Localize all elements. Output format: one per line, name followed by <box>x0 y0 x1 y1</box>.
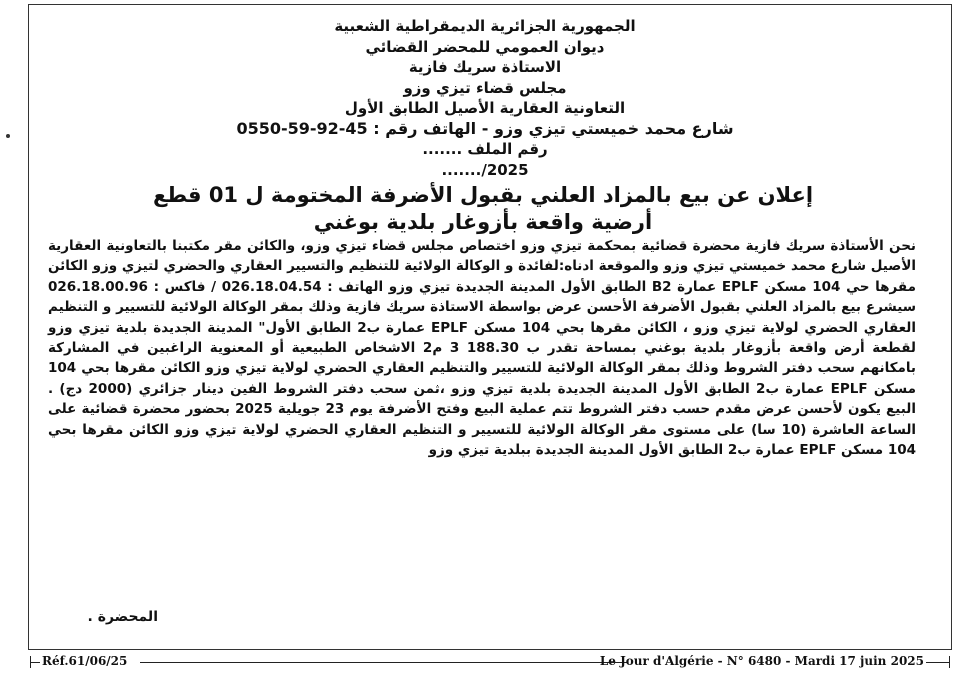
footer <box>28 652 952 674</box>
footer-left-rule-start <box>30 662 40 663</box>
announcement-body <box>48 236 916 460</box>
footer-publication: Le Jour d'Algérie - N° 6480 - Mardi 17 juin 2025 <box>599 654 924 668</box>
header-block <box>60 16 910 180</box>
title-line-2: أرضية واقعة بأزوغار بلدية بوغني <box>313 210 653 234</box>
header-bailiff-name: الاستاذة سريك فازية <box>408 58 562 76</box>
footer-right-rule <box>926 662 950 663</box>
header-country: الجمهورية الجزائرية الديمقراطية الشعبية <box>334 17 636 35</box>
header-address-phone: شارع محمد خميستي تيزي وزو - الهاتف رقم : 45-92-59-0550 <box>236 118 734 138</box>
signature: المحضرة . <box>87 609 158 625</box>
body-paragraph: نحن الأستاذة سريك فازية محضرة قضائية بمحكمة تيزي وزو اختصاص مجلس قضاء تيزي وزو، والكائن مقر مكتبنا بالتعاونية العقارية الأصيل شارع محمد خميستي تيزي وزو والموقعة ادناه:لفائدة و الوكالة الولائية للتنظيم والتسيير العقاري والحضري لتيزي وزو الكائن مقرها حي 104 مسكن EPLF عمارة B2 الطابق الأول المدينة الجديدة تيزي وزو الهاتف : 026.18.04.54 / فاكس : 026.18.00.96 سيشرع بيع بالمزاد العلني بقبول الأضرفة الأحسن عرض بواسطة الاستاذة سريك فازية وذلك بمقر الوكالة الولائية للتسيير و التنظيم العقاري الحضري لولاية تيزي وزو ، الكائن مقرها بحي 104 مسكن EPLF عمارة ب2 الطابق الأول" المدينة الجديدة بلدية تيزي وزو لقطعة أرض واقعة بأزوغار بلدية بوغني بمساحة تقدر ب 188.30 3 م2 الاشخاص الطبيعية أو المعنوية الراغبين في المشاركة بامكانهم سحب دفتر الشروط وذلك بمقر الوكالة الولائية للتسيير والتنظيم العقاري الحضري لولاية تيزي وزو الكائن مقرها بحي 104 مسكن EPLF عمارة ب2 الطابق الأول المدينة الجديدة بلدية تيزي وزو ،ثمن سحب دفتر الشروط الفين دينار جزائري (2000 دج) . البيع يكون لأحسن عرض مقدم حسب دفتر الشروط تتم عملية البيع وفتح الأضرفة يوم 23 جويلية 2025 بحضور محضرة قضائية على الساعة العاشرة (10 سا) على مستوى مقر الوكالة الولائية للتسيير و التنظيم العقاري الحضري لولاية تيزي وزو الكائن مقرها بحي 104 مسكن EPLF عمارة ب2 الطابق الأول المدينة الجديدة ببلدية تيزي وزو <box>48 238 917 459</box>
header-file-number-label: رقم الملف ....... <box>422 140 548 158</box>
footer-middle-rule <box>140 662 628 663</box>
title-line-1: إعلان عن بيع بالمزاد العلني بقبول الأضرفة المختومة ل 01 قطع <box>152 183 814 207</box>
footer-reference: Réf.61/06/25 <box>42 654 128 668</box>
announcement-title <box>48 182 918 236</box>
margin-dot <box>6 134 10 138</box>
header-court: مجلس قضاء تيزي وزو <box>403 78 567 97</box>
footer-right-bar <box>949 656 950 668</box>
header-office: ديوان العمومي للمحضر القضائي <box>365 37 605 56</box>
header-file-number: 2025/....... <box>441 160 529 179</box>
header-cooperative: التعاونية العقارية الأصيل الطابق الأول <box>344 99 626 117</box>
